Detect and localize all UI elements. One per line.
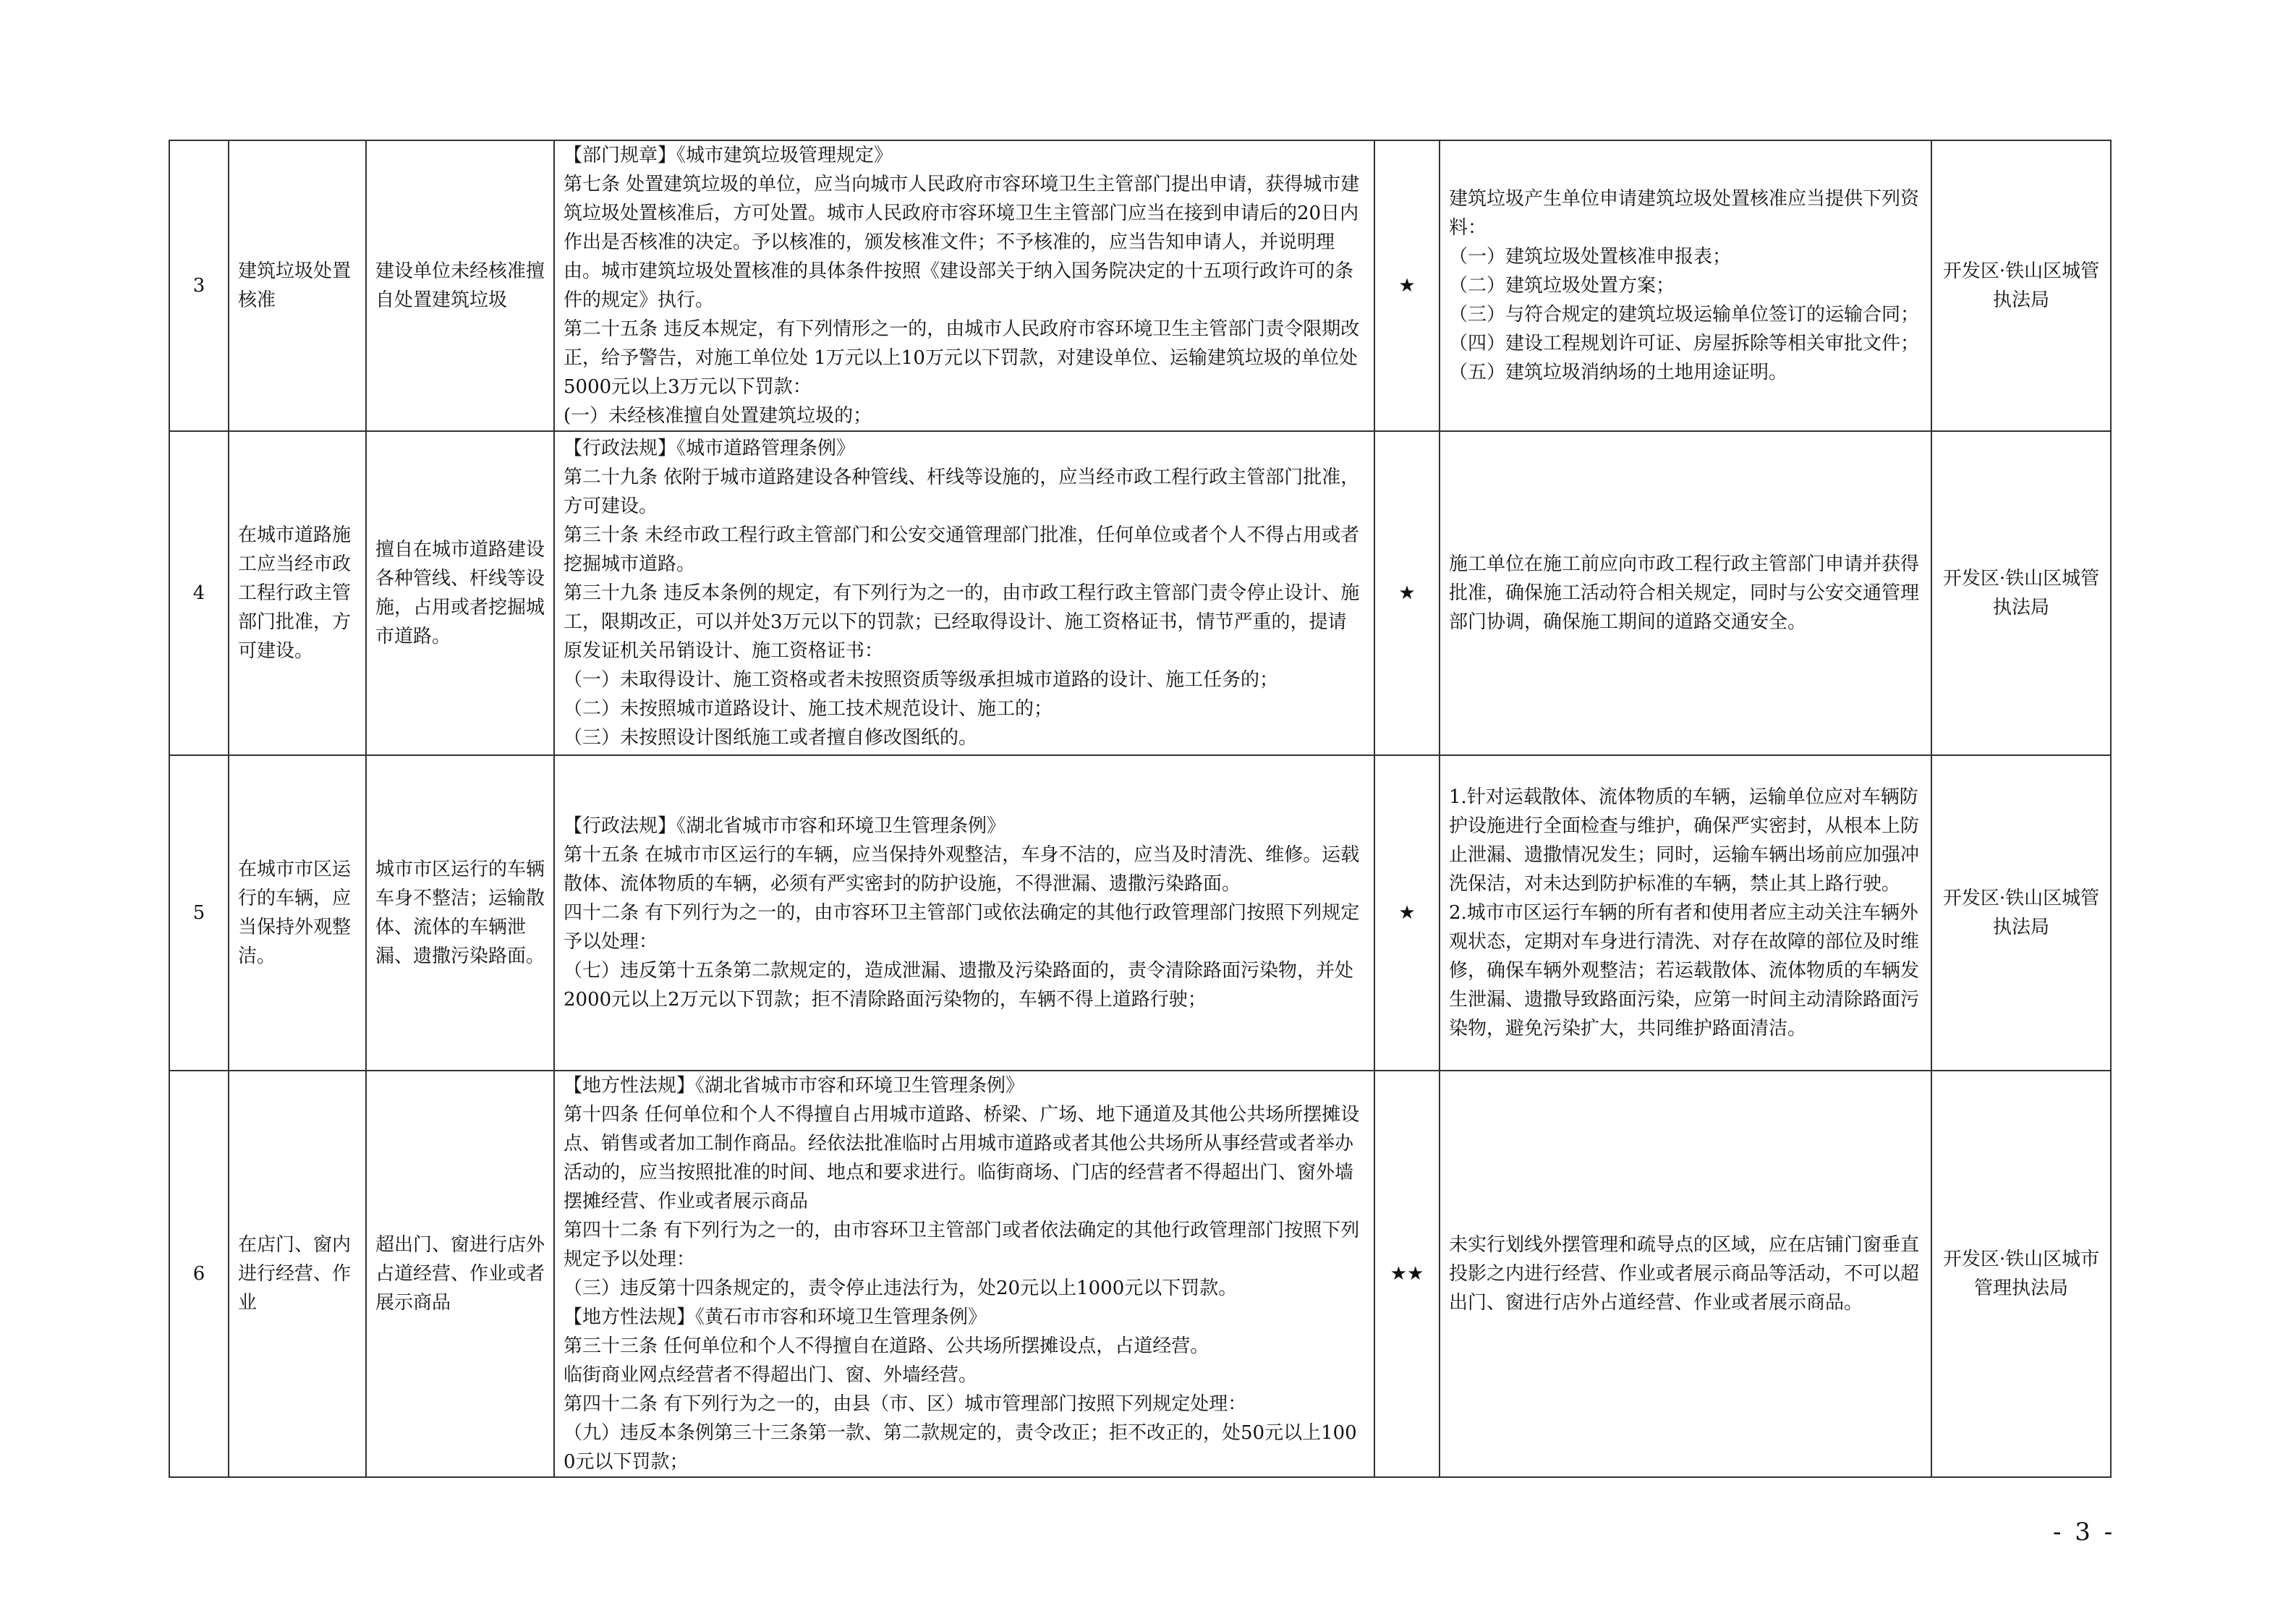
basis-line: (一）未经核准擅自处置建筑垃圾的； (564, 405, 872, 427)
basis-line: 第四十二条 有下列行为之一的，由县（市、区）城市管理部门按照下列规定处理： (564, 1393, 1247, 1415)
measure-line: （一）建筑垃圾处置核准申报表； (1449, 246, 1732, 268)
measure-line: 1.针对运载散体、流体物质的车辆，运输单位应对车辆防护设施进行全面检查与维护，确保严实密封，从根本上防止泄漏、遗撒情况发生；同时，运输车辆出场前应加强冲洗保洁，对未达到防护标准的车辆，禁止其上路行驶。 (1449, 786, 1920, 895)
item-name: 在城市道路施工应当经市政工程行政主管部门批准，方可建设。 (229, 431, 366, 755)
item-name: 在城市市区运行的车辆，应当保持外观整洁。 (229, 755, 366, 1071)
basis-line: （七）违反第十五条第二款规定的，造成泄漏、遗撒及污染路面的，责令清除路面污染物，并处2000元以上2万元以下罚款；拒不清除路面污染物的，车辆不得上道路行驶； (564, 960, 1354, 1011)
measure-line: 未实行划线外摆管理和疏导点的区域，应在店铺门窗垂直投影之内进行经营、作业或者展示商品等活动，不可以超出门、窗进行店外占道经营、作业或者展示商品。 (1449, 1234, 1920, 1314)
enforcement-org: 开发区·铁山区城市管理执法局 (1931, 1071, 2111, 1477)
basis-line: （二）未按照城市道路设计、施工技术规范设计、施工的； (564, 698, 1053, 720)
compliance-measures (1440, 140, 1931, 431)
basis-line: 第三十九条 违反本条例的规定，有下列行为之一的，由市政工程行政主管部门责令停止设计、施工，限期改正，可以并处3万元以下的罚款；已经取得设计、施工资格证书，情节严重的，提请原发证机关吊销设计、施工资格证书： (564, 582, 1360, 662)
row-number: 6 (169, 1071, 229, 1477)
table-row (169, 140, 2111, 431)
regulation-table (169, 140, 2112, 1478)
basis-line: （九）违反本条例第三十三条第一款、第二款规定的，责令改正；拒不改正的，处50元以上1000元以下罚款； (564, 1422, 1357, 1473)
enforcement-org: 开发区·铁山区城管执法局 (1931, 140, 2111, 431)
basis-line: 第三十三条 任何单位和个人不得擅自在道路、公共场所摆摊设点，占道经营。 (564, 1335, 1209, 1357)
basis-heading: 【地方性法规】《黄石市市容和环境卫生管理条例》 (564, 1306, 987, 1328)
row-number: 3 (169, 140, 229, 431)
legal-basis (554, 755, 1374, 1071)
table-row (169, 431, 2111, 755)
risk-level-star: ★ (1374, 140, 1440, 431)
basis-line: 第十五条 在城市市区运行的车辆，应当保持外观整洁，车身不洁的，应当及时清洗、维修。运载散体、流体物质的车辆，必须有严实密封的防护设施，不得泄漏、遗撒污染路面。 (564, 844, 1360, 895)
basis-line: 第二十五条 违反本规定，有下列情形之一的，由城市人民政府市容环境卫生主管部门责令限期改正，给予警告，对施工单位处 1万元以上10万元以下罚款，对建设单位、运输建筑垃圾的单位处5000元以上3万元以下罚款： (564, 318, 1360, 398)
risk-level-star: ★ (1374, 755, 1440, 1071)
row-number: 4 (169, 431, 229, 755)
basis-line: 第四十二条 有下列行为之一的，由市容环卫主管部门或者依法确定的其他行政管理部门按照下列规定予以处理： (564, 1220, 1360, 1270)
risk-level-star: ★★ (1374, 1071, 1440, 1477)
basis-heading: 【行政法规】《城市道路管理条例》 (564, 438, 856, 459)
item-name: 建筑垃圾处置核准 (229, 140, 366, 431)
row-number: 5 (169, 755, 229, 1071)
basis-line: （一）未取得设计、施工资格或者未按照资质等级承担城市道路的设计、施工任务的； (564, 669, 1279, 691)
table-row (169, 1071, 2111, 1477)
violation-behavior: 城市市区运行的车辆车身不整洁；运输散体、流体的车辆泄漏、遗撒污染路面。 (366, 755, 554, 1071)
enforcement-org: 开发区·铁山区城管执法局 (1931, 431, 2111, 755)
measure-line: （四）建设工程规划许可证、房屋拆除等相关审批文件； (1449, 333, 1920, 354)
legal-basis (554, 431, 1374, 755)
measure-line: （五）建筑垃圾消纳场的土地用途证明。 (1449, 362, 1788, 383)
legal-basis (554, 140, 1374, 431)
table-row (169, 755, 2111, 1071)
compliance-measures (1440, 755, 1931, 1071)
basis-heading: 【部门规章】《城市建筑垃圾管理规定》 (564, 145, 893, 166)
basis-heading: 【地方性法规】《湖北省城市市容和环境卫生管理条例》 (564, 1075, 1025, 1097)
basis-heading: 【行政法规】《湖北省城市市容和环境卫生管理条例》 (564, 815, 1006, 837)
basis-line: 四十二条 有下列行为之一的，由市容环卫主管部门或依法确定的其他行政管理部门按照下列规定予以处理： (564, 902, 1360, 953)
violation-behavior: 建设单位未经核准擅自处置建筑垃圾 (366, 140, 554, 431)
measure-line: 2.城市市区运行车辆的所有者和使用者应主动关注车辆外观状态，定期对车身进行清洗、对存在故障的部位及时维修，确保车辆外观整洁；若运载散体、流体物质的车辆发生泄漏、遗撒导致路面污染，应第一时间主动清除路面污染物，避免污染扩大，共同维护路面清洁。 (1449, 902, 1920, 1040)
item-name: 在店门、窗内进行经营、作业 (229, 1071, 366, 1477)
basis-line: 第三十条 未经市政工程行政主管部门和公安交通管理部门批准，任何单位或者个人不得占用或者挖掘城市道路。 (564, 524, 1360, 575)
basis-line: 第二十九条 依附于城市道路建设各种管线、杆线等设施的，应当经市政工程行政主管部门批准，方可建设。 (564, 467, 1360, 517)
enforcement-org: 开发区·铁山区城管执法局 (1931, 755, 2111, 1071)
legal-basis (554, 1071, 1374, 1477)
basis-line: 第十四条 任何单位和个人不得擅自占用城市道路、桥梁、广场、地下通道及其他公共场所摆摊设点、销售或者加工制作商品。经依法批准临时占用城市道路或者其他公共场所从事经营或者举办活动的，应当按照批准的时间、地点和要求进行。临街商场、门店的经营者不得超出门、窗外墙摆摊经营、作业或者展示商品 (564, 1104, 1360, 1212)
basis-line: （三）未按照设计图纸施工或者擅自修改图纸的。 (564, 727, 978, 749)
measure-line: 建筑垃圾产生单位申请建筑垃圾处置核准应当提供下列资料： (1449, 188, 1920, 239)
risk-level-star: ★ (1374, 431, 1440, 755)
basis-line: 第七条 处置建筑垃圾的单位，应当向城市人民政府市容环境卫生主管部门提出申请，获得城市建筑垃圾处置核准后，方可处置。城市人民政府市容环境卫生主管部门应当在接到申请后的20日内作出是否核准的决定。予以核准的，颁发核准文件；不予核准的，应当告知申请人，并说明理由。城市建筑垃圾处置核准的具体条件按照《建设部关于纳入国务院决定的十五项行政许可的条件的规定》执行。 (564, 174, 1360, 311)
violation-behavior: 擅自在城市道路建设各种管线、杆线等设施，占用或者挖掘城市道路。 (366, 431, 554, 755)
measure-line: （二）建筑垃圾处置方案； (1449, 275, 1675, 297)
basis-line: 临街商业网点经营者不得超出门、窗、外墙经营。 (564, 1364, 978, 1386)
measure-line: 施工单位在施工前应向市政工程行政主管部门申请并获得批准，确保施工活动符合相关规定，同时与公安交通管理部门协调，确保施工期间的道路交通安全。 (1449, 553, 1920, 633)
measure-line: （三）与符合规定的建筑垃圾运输单位签订的运输合同； (1449, 304, 1920, 326)
basis-line: （三）违反第十四条规定的，责令停止违法行为，处20元以上1000元以下罚款。 (564, 1277, 1238, 1299)
compliance-measures (1440, 1071, 1931, 1477)
violation-behavior: 超出门、窗进行店外占道经营、作业或者展示商品 (366, 1071, 554, 1477)
page-number: - 3 - (2053, 1518, 2116, 1547)
compliance-measures (1440, 431, 1931, 755)
